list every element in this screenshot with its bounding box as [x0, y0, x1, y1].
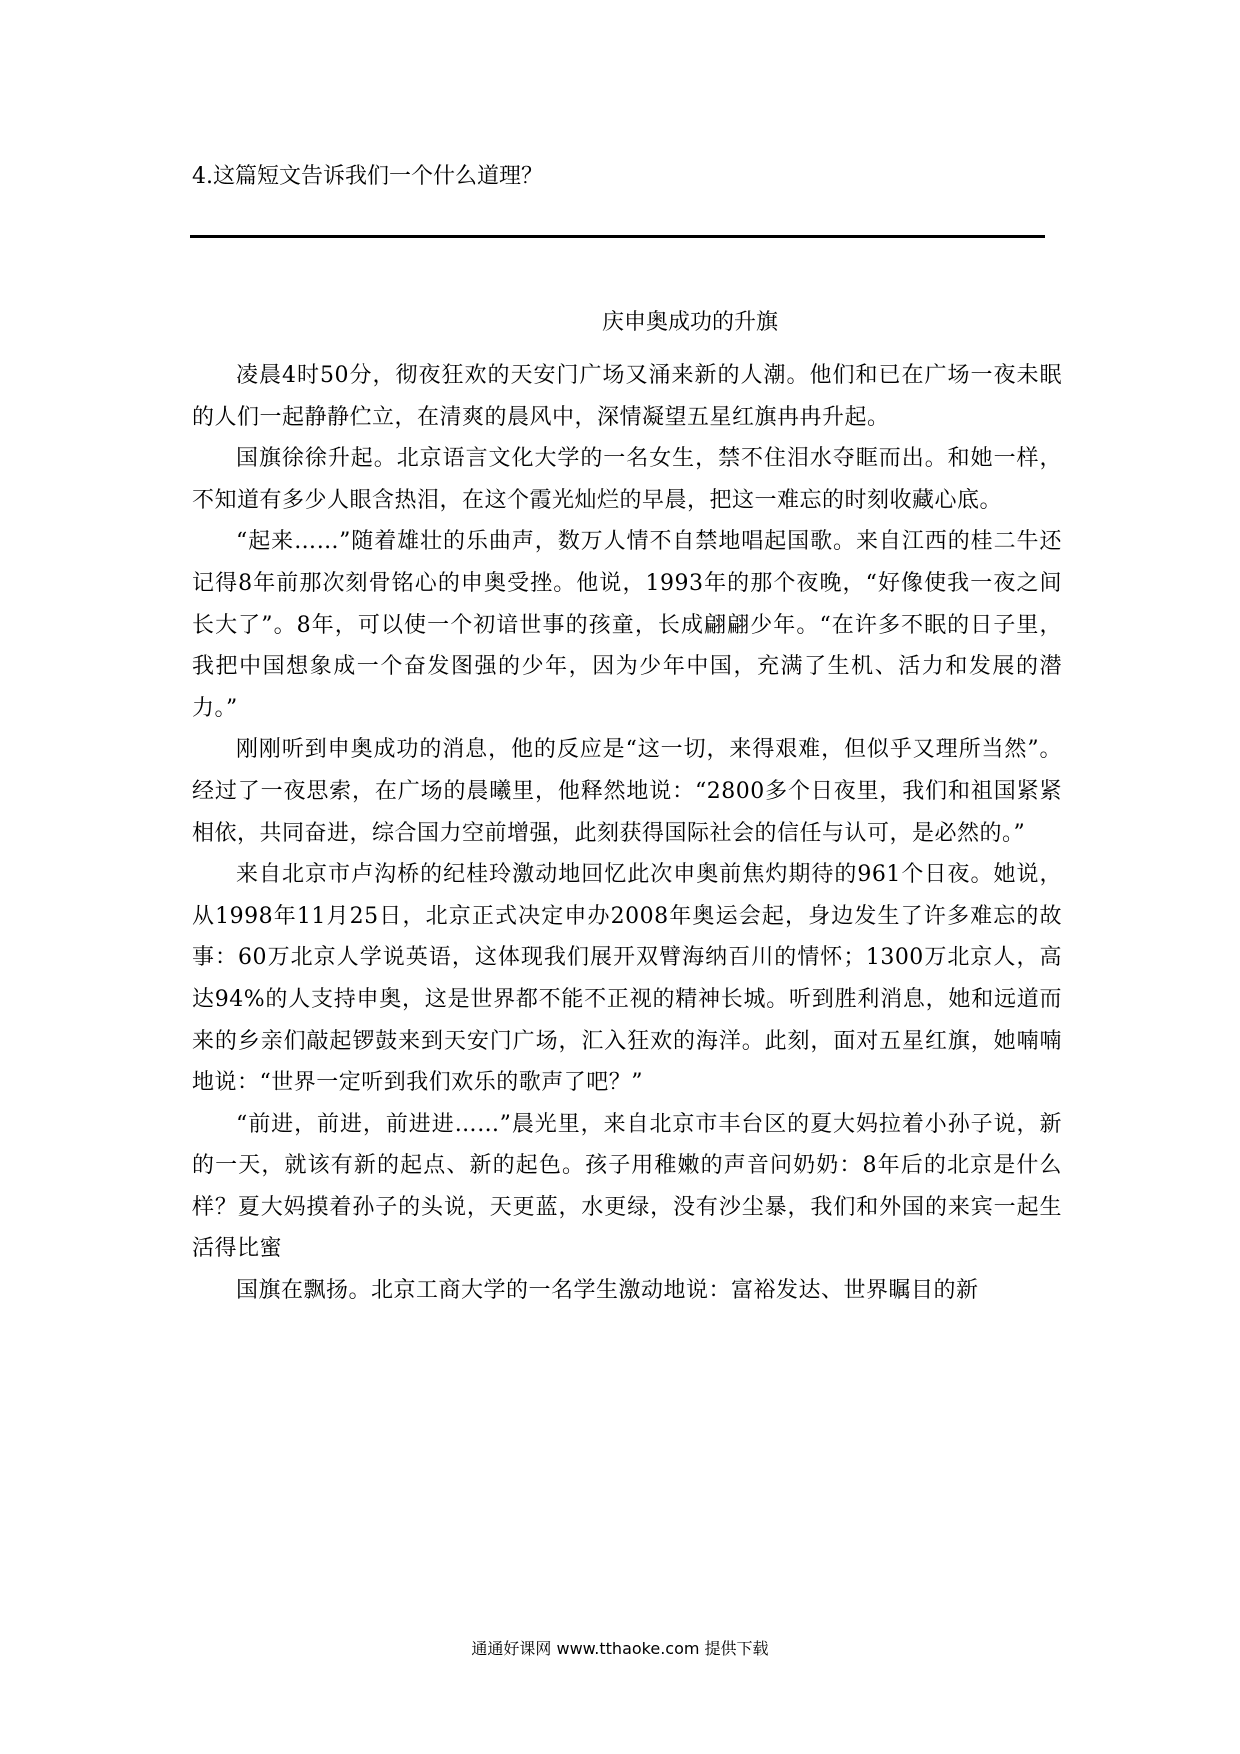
- answer-line: [190, 235, 1045, 238]
- footer-watermark: 通通好课网 www.tthaoke.com 提供下载: [471, 1639, 769, 1658]
- article-title: 庆申奥成功的升旗: [601, 310, 778, 335]
- article-paragraph: 刚刚听到申奥成功的消息，他的反应是“这一切，来得艰难，但似乎又理所当然”。经过了一夜思索，在广场的晨曦里，他释然地说：“2800多个日夜里，我们和祖国紧紧相依，共同奋进，综合国力空前增强，此刻获得国际社会的信任与认可，是必然的。”: [192, 737, 1062, 846]
- article-paragraph: 凌晨4时50分，彻夜狂欢的天安门广场又涌来新的人潮。他们和已在广场一夜未眠的人们一起静静伫立，在清爽的晨风中，深情凝望五星红旗冉冉升起。: [192, 363, 1062, 430]
- question-4: 4.这篇短文告诉我们一个什么道理？: [192, 164, 543, 189]
- article-paragraph: “起来……”随着雄壮的乐曲声，数万人情不自禁地唱起国歌。来自江西的桂二牛还记得8年前那次刻骨铭心的申奥受挫。他说，1993年的那个夜晚，“好像使我一夜之间长大了”。8年，可以使一个初谙世事的孩童，长成翩翩少年。“在许多不眠的日子里，我把中国想象成一个奋发图强的少年，因为少年中国，充满了生机、活力和发展的潜力。”: [192, 529, 1062, 721]
- article-paragraph: 国旗徐徐升起。北京语言文化大学的一名女生，禁不住泪水夺眶而出。和她一样，不知道有多少人眼含热泪，在这个霞光灿烂的早晨，把这一难忘的时刻收藏心底。: [192, 446, 1062, 513]
- article-paragraph: “前进，前进，前进进……”晨光里，来自北京市丰台区的夏大妈拉着小孙子说，新的一天，就该有新的起点、新的起色。孩子用稚嫩的声音问奶奶：8年后的北京是什么样？夏大妈摸着孙子的头说，天更蓝，水更绿，没有沙尘暴，我们和外国的来宾一起生活得比蜜: [192, 1111, 1062, 1262]
- article-paragraph: 来自北京市卢沟桥的纪桂玲激动地回忆此次申奥前焦灼期待的961个日夜。她说，从1998年11月25日，北京正式决定申办2008年奥运会起，身边发生了许多难忘的故事：60万北京人学说英语，这体现我们展开双臂海纳百川的情怀；1300万北京人，高达94%的人支持申奥，这是世界都不能不正视的精神长城。听到胜利消息，她和远道而来的乡亲们敲起锣鼓来到天安门广场，汇入狂欢的海洋。此刻，面对五星红旗，她喃喃地说：“世界一定听到我们欢乐的歌声了吧？”: [192, 862, 1062, 1096]
- article-body: [192, 355, 1062, 1312]
- article-paragraph: 国旗在飘扬。北京工商大学的一名学生激动地说：富裕发达、世界瞩目的新: [236, 1278, 979, 1304]
